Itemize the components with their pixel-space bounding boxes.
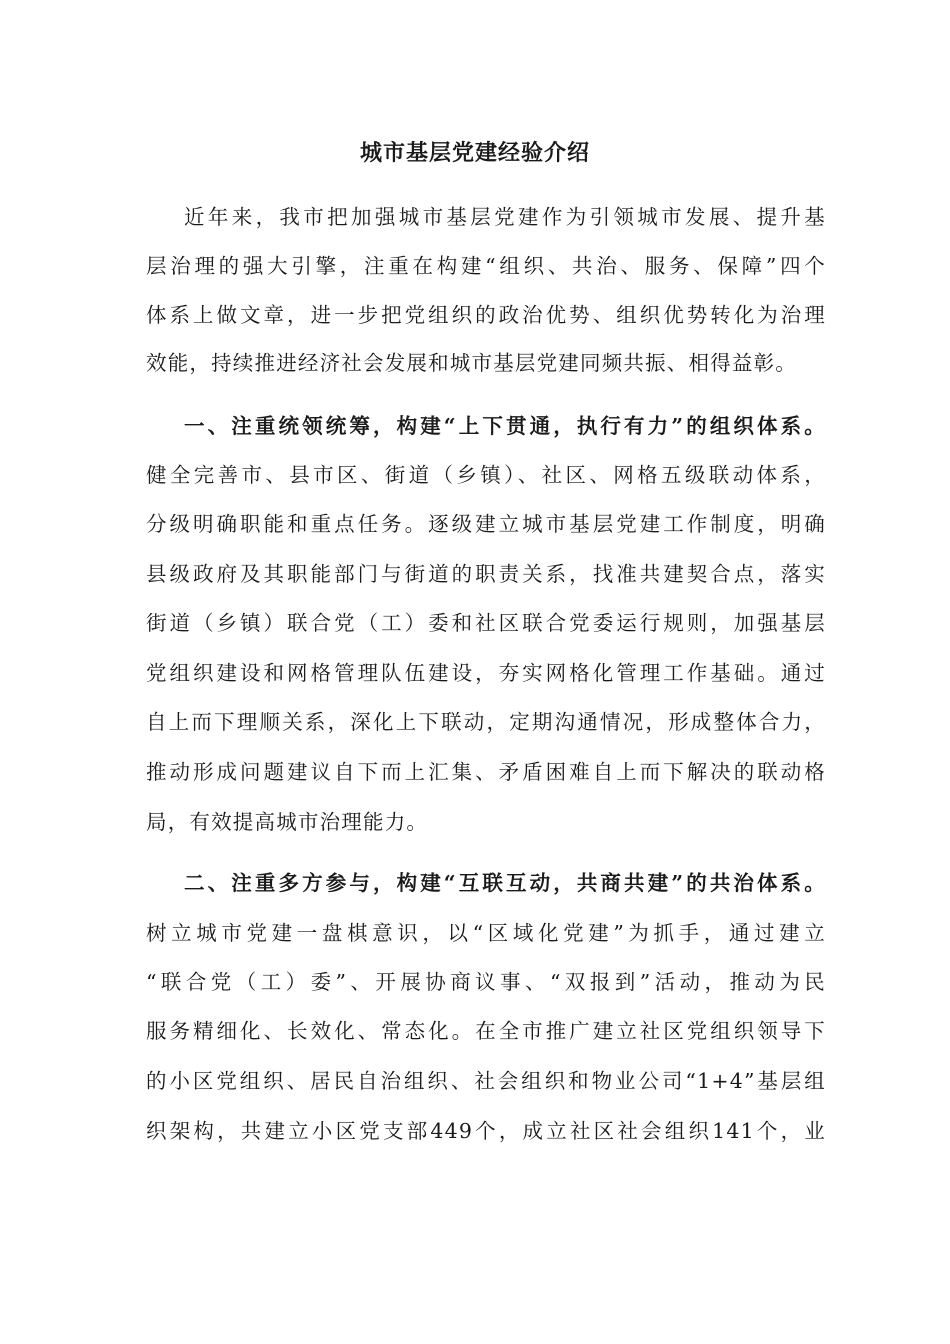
section-1-line: 推动形成问题建议自下而上汇集、矛盾困难自上而下解决的联动格 (146, 760, 826, 784)
intro-line: 层治理的强大引擎，注重在构建“组织、共治、服务、保障”四个 (146, 254, 826, 278)
page-title: 城市基层党建经验介绍 (359, 140, 590, 166)
section-1-line: 分级明确职能和重点任务。逐级建立城市基层党建工作制度，明确 (146, 512, 826, 536)
section-1-line: 健全完善市、县市区、街道（乡镇）、社区、网格五级联动体系， (146, 463, 826, 487)
intro-line: 效能，持续推进经济社会发展和城市基层党建同频共振、相得益彰。 (146, 351, 797, 375)
section-1-line: 自上而下理顺关系，深化上下联动，定期沟通情况，形成整体合力， (146, 710, 826, 734)
section-1-heading: 一、注重统领统筹，构建“上下贯通，执行有力”的组织体系。 (184, 414, 826, 438)
intro-line: 体系上做文章，进一步把党组织的政治优势、组织优势转化为治理 (146, 303, 826, 327)
section-2-line: 织架构，共建立小区党支部449个，成立社区社会组织141个，业 (146, 1119, 826, 1143)
section-2-heading: 二、注重多方参与，构建“互联互动，共商共建”的共治体系。 (184, 871, 826, 895)
section-1-line: 局，有效提高城市治理能力。 (146, 810, 429, 834)
section-1-line: 党组织建设和网格管理队伍建设，夯实网格化管理工作基础。通过 (146, 661, 826, 685)
intro-line: 近年来，我市把加强城市基层党建作为引领城市发展、提升基 (184, 205, 826, 229)
section-1-line: 街道（乡镇）联合党（工）委和社区联合党委运行规则，加强基层 (146, 611, 826, 635)
section-2-line: 服务精细化、长效化、常态化。在全市推广建立社区党组织领导下 (146, 1019, 826, 1043)
section-2-line: “联合党（工）委”、开展协商议事、“双报到”活动，推动为民 (146, 970, 826, 994)
section-1-line: 县级政府及其职能部门与街道的职责关系，找准共建契合点，落实 (146, 562, 826, 586)
section-2-line: 的小区党组织、居民自治组织、社会组织和物业公司“1+4”基层组 (146, 1069, 826, 1093)
section-2-line: 树立城市党建一盘棋意识，以“区域化党建”为抓手，通过建立 (146, 921, 826, 945)
